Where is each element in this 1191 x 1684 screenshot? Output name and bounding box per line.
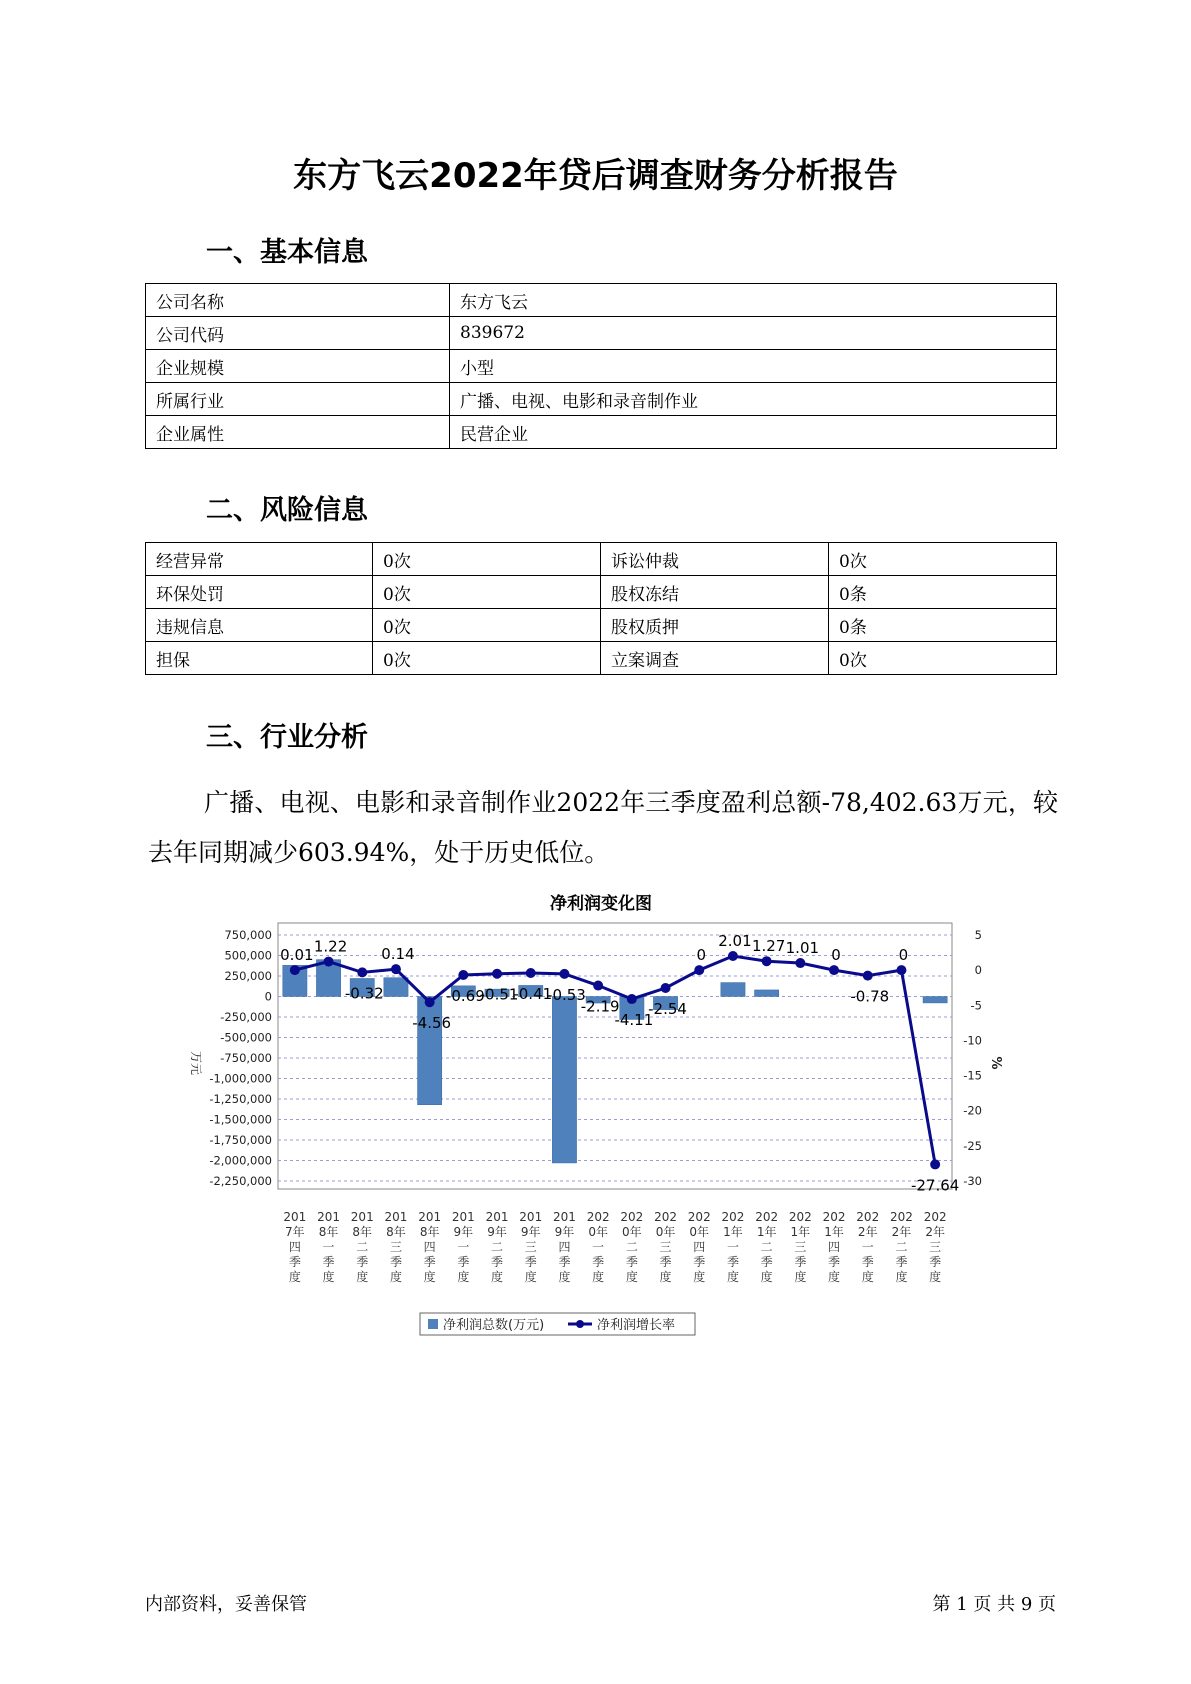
- chart-bar: [923, 997, 947, 1003]
- legend-bar-label: 净利润总数(万元): [443, 1318, 545, 1333]
- growth-rate-point: [728, 951, 738, 961]
- legend-bar-swatch: [428, 1319, 438, 1329]
- x-tick-label: 1年: [790, 1225, 811, 1239]
- x-tick-label: 度: [625, 1270, 638, 1284]
- table-cell: 小型: [450, 350, 1057, 383]
- x-tick-label: 二: [356, 1240, 369, 1254]
- page-title: 东方飞云2022年贷后调查财务分析报告: [293, 156, 898, 196]
- x-tick-label: 度: [322, 1270, 335, 1284]
- x-tick-label: 7年: [285, 1225, 305, 1239]
- x-tick-label: 季: [794, 1255, 807, 1269]
- table-cell: 0条: [829, 576, 1057, 609]
- y-left-tick-label: -1,500,000: [209, 1112, 272, 1127]
- table-cell: 0次: [373, 642, 601, 675]
- data-label: -4.56: [412, 1014, 452, 1033]
- data-label: -0.69: [445, 986, 485, 1005]
- table-cell: 0次: [373, 543, 601, 576]
- table-row: [146, 317, 1057, 350]
- data-label: -0.41: [513, 985, 553, 1004]
- x-tick-label: 一: [861, 1240, 874, 1254]
- x-tick-label: 度: [659, 1270, 672, 1284]
- x-tick-label: 202: [654, 1210, 678, 1224]
- table-row: [146, 543, 1057, 576]
- x-tick-label: 度: [524, 1270, 537, 1284]
- data-label: -4.11: [614, 1011, 654, 1030]
- x-tick-label: 一: [592, 1240, 605, 1254]
- table-cell: 环保处罚: [146, 576, 373, 609]
- data-label: -2.19: [580, 997, 620, 1016]
- y-right-tick-label: -25: [963, 1138, 982, 1153]
- x-tick-label: 季: [457, 1255, 470, 1269]
- x-tick-label: 四: [423, 1240, 436, 1254]
- x-tick-label: 度: [288, 1270, 301, 1284]
- x-tick-label: 8年: [318, 1225, 339, 1239]
- table-cell: 违规信息: [146, 609, 373, 642]
- table-cell: 股权冻结: [601, 576, 829, 609]
- x-tick-label: 202: [788, 1210, 812, 1224]
- x-tick-label: 四: [288, 1240, 301, 1254]
- growth-rate-point: [762, 956, 772, 966]
- x-tick-label: 2年: [891, 1225, 912, 1239]
- x-tick-label: 201: [519, 1210, 543, 1224]
- x-tick-label: 度: [592, 1270, 605, 1284]
- x-tick-label: 季: [861, 1255, 874, 1269]
- x-tick-label: 季: [760, 1255, 773, 1269]
- growth-rate-point: [357, 967, 367, 977]
- data-label: 1.01: [785, 939, 820, 958]
- industry-paragraph: 广播、电视、电影和录音制作业2022年三季度盈利总额-78,402.63万元，较去年同期减少603.94%，处于历史低位。: [148, 788, 1058, 867]
- table-cell: 民营企业: [450, 416, 1057, 449]
- growth-rate-point: [559, 969, 569, 979]
- section-industry-heading: 三、行业分析: [206, 722, 368, 753]
- x-tick-label: 季: [693, 1255, 706, 1269]
- x-tick-label: 度: [895, 1270, 908, 1284]
- x-tick-label: 202: [755, 1210, 779, 1224]
- x-tick-label: 202: [923, 1210, 947, 1224]
- table-row: [146, 576, 1057, 609]
- table-row: [146, 383, 1057, 416]
- data-label: -2.54: [648, 999, 687, 1018]
- y-left-tick-label: -2,000,000: [209, 1153, 272, 1168]
- table-cell: 所属行业: [146, 383, 450, 416]
- y-left-tick-label: -2,250,000: [209, 1174, 272, 1188]
- x-tick-label: 201: [350, 1210, 374, 1224]
- growth-rate-point: [863, 971, 873, 981]
- legend-line-marker: [576, 1320, 584, 1328]
- table-cell: 立案调查: [601, 642, 829, 675]
- x-tick-label: 201: [552, 1210, 576, 1224]
- x-tick-label: 0年: [622, 1225, 642, 1239]
- basic-info-table: [145, 283, 1057, 449]
- page-number: 第 1 页 共 9 页: [932, 1594, 1056, 1615]
- x-tick-label: 度: [491, 1270, 504, 1284]
- x-tick-label: 201: [283, 1210, 307, 1224]
- growth-rate-point: [829, 965, 839, 975]
- x-tick-label: 202: [856, 1210, 880, 1224]
- x-tick-label: 度: [760, 1270, 773, 1284]
- table-cell: 诉讼仲裁: [601, 543, 829, 576]
- table-cell: 0次: [829, 543, 1057, 576]
- x-tick-label: 202: [687, 1210, 711, 1224]
- table-row: [146, 416, 1057, 449]
- footer-confidential: 内部资料，妥善保管: [145, 1594, 307, 1615]
- y-right-tick-label: -30: [963, 1174, 982, 1188]
- x-tick-label: 201: [384, 1210, 408, 1224]
- x-tick-label: 9年: [554, 1225, 575, 1239]
- data-label: 0.14: [381, 945, 415, 964]
- x-tick-label: 度: [356, 1270, 369, 1284]
- y-right-tick-label: -5: [970, 998, 982, 1013]
- x-tick-label: 0年: [655, 1225, 676, 1239]
- x-tick-label: 三: [389, 1240, 402, 1254]
- table-row: [146, 609, 1057, 642]
- x-tick-label: 度: [929, 1270, 942, 1284]
- growth-rate-point: [694, 965, 704, 975]
- y-left-tick-label: 0: [264, 989, 272, 1004]
- growth-rate-point: [391, 964, 401, 974]
- x-tick-label: 季: [491, 1255, 504, 1269]
- growth-rate-point: [661, 983, 671, 993]
- y-right-tick-label: 0: [974, 963, 982, 978]
- legend-line-label: 净利润增长率: [597, 1318, 676, 1333]
- table-cell: 广播、电视、电影和录音制作业: [450, 383, 1057, 416]
- x-tick-label: 一: [322, 1240, 335, 1254]
- x-tick-label: 季: [389, 1255, 402, 1269]
- table-cell: 0次: [373, 609, 601, 642]
- x-tick-label: 二: [895, 1240, 908, 1254]
- x-tick-label: 季: [558, 1255, 571, 1269]
- table-cell: 企业属性: [146, 416, 450, 449]
- table-cell: 东方飞云: [450, 284, 1057, 317]
- x-tick-label: 季: [592, 1255, 605, 1269]
- growth-rate-point: [896, 965, 906, 975]
- x-tick-label: 1年: [824, 1225, 844, 1239]
- x-tick-label: 度: [558, 1270, 571, 1284]
- x-tick-label: 9年: [453, 1225, 474, 1239]
- growth-rate-point: [930, 1159, 940, 1169]
- x-tick-label: 度: [726, 1270, 739, 1284]
- data-label: 1.22: [313, 937, 348, 956]
- data-label: 1.27: [751, 937, 786, 956]
- growth-rate-point: [593, 981, 603, 991]
- table-cell: 股权质押: [601, 609, 829, 642]
- x-tick-label: 0年: [689, 1225, 710, 1239]
- data-label: 2.01: [718, 932, 752, 951]
- chart-bar: [384, 978, 408, 997]
- x-tick-label: 季: [356, 1255, 369, 1269]
- y-left-tick-label: -250,000: [220, 1010, 272, 1024]
- growth-rate-point: [526, 968, 536, 978]
- x-tick-label: 202: [586, 1210, 610, 1224]
- x-tick-label: 8年: [419, 1225, 440, 1239]
- section-basic-heading: 一、基本信息: [206, 237, 368, 268]
- chart-bar: [552, 997, 576, 1163]
- x-tick-label: 一: [726, 1240, 739, 1254]
- x-tick-label: 202: [889, 1210, 913, 1224]
- table-cell: 经营异常: [146, 543, 373, 576]
- x-tick-label: 8年: [352, 1225, 373, 1239]
- data-label: 0.01: [280, 946, 314, 965]
- x-tick-label: 201: [485, 1210, 509, 1224]
- growth-rate-point: [290, 965, 300, 975]
- x-tick-label: 季: [288, 1255, 301, 1269]
- data-label: 0: [696, 946, 707, 965]
- table-cell: 公司名称: [146, 284, 450, 317]
- data-label: -0.51: [479, 985, 519, 1004]
- x-tick-label: 2年: [857, 1225, 878, 1239]
- y-left-tick-label: 750,000: [224, 928, 272, 942]
- y-left-tick-label: -500,000: [220, 1030, 272, 1045]
- x-tick-label: 度: [423, 1270, 436, 1284]
- table-cell: 公司代码: [146, 317, 450, 350]
- growth-rate-point: [324, 957, 334, 967]
- plot-area: [278, 923, 952, 1189]
- x-tick-label: 四: [558, 1240, 571, 1254]
- growth-rate-point: [795, 958, 805, 968]
- x-tick-label: 201: [451, 1210, 475, 1224]
- table-row: [146, 642, 1057, 675]
- y-left-tick-label: -1,250,000: [209, 1092, 272, 1106]
- data-label: 0: [898, 946, 909, 965]
- x-tick-label: 度: [861, 1270, 874, 1284]
- growth-rate-point: [425, 997, 435, 1007]
- x-tick-label: 202: [721, 1210, 745, 1224]
- x-tick-label: 度: [693, 1270, 706, 1284]
- data-label: -27.64: [910, 1176, 960, 1195]
- x-tick-label: 1年: [756, 1225, 777, 1239]
- table-cell: 0次: [373, 576, 601, 609]
- table-cell: 839672: [450, 317, 1057, 350]
- x-tick-label: 202: [822, 1210, 846, 1224]
- y-right-tick-label: -20: [963, 1103, 982, 1118]
- table-row: [146, 284, 1057, 317]
- y-right-axis-label: %: [988, 1056, 1003, 1070]
- table-cell: 企业规模: [146, 350, 450, 383]
- x-tick-label: 季: [726, 1255, 739, 1269]
- x-tick-label: 201: [418, 1210, 442, 1224]
- data-label: -0.32: [344, 984, 384, 1003]
- x-tick-label: 季: [929, 1255, 942, 1269]
- risk-info-table: [145, 542, 1057, 675]
- x-tick-label: 度: [457, 1270, 470, 1284]
- x-tick-label: 9年: [487, 1225, 507, 1239]
- x-tick-label: 四: [693, 1240, 706, 1254]
- x-tick-label: 二: [625, 1240, 638, 1254]
- growth-rate-point: [458, 970, 468, 980]
- y-left-tick-label: -750,000: [220, 1051, 272, 1065]
- chart-bar: [418, 997, 442, 1105]
- x-tick-label: 三: [929, 1240, 942, 1254]
- y-left-tick-label: -1,000,000: [209, 1071, 272, 1086]
- chart-title: 净利润变化图: [550, 894, 652, 914]
- x-tick-label: 二: [491, 1240, 504, 1254]
- x-tick-label: 季: [524, 1255, 537, 1269]
- table-cell: 0次: [829, 642, 1057, 675]
- section-risk-heading: 二、风险信息: [206, 495, 368, 526]
- data-label: -0.53: [547, 985, 586, 1004]
- x-tick-label: 四: [828, 1240, 841, 1254]
- x-tick-label: 0年: [588, 1225, 608, 1239]
- x-tick-label: 季: [895, 1255, 908, 1269]
- y-left-axis-label: 万元: [189, 1050, 203, 1076]
- x-tick-label: 季: [322, 1255, 335, 1269]
- data-label: 0: [831, 946, 841, 965]
- chart-bar: [755, 990, 779, 997]
- x-tick-label: 9年: [520, 1225, 541, 1239]
- y-left-tick-label: 500,000: [224, 948, 272, 963]
- y-right-tick-label: 5: [974, 928, 982, 942]
- x-tick-label: 2年: [925, 1225, 945, 1239]
- x-tick-label: 三: [794, 1240, 807, 1254]
- x-tick-label: 201: [317, 1210, 341, 1224]
- table-cell: 担保: [146, 642, 373, 675]
- net-profit-chart: [180, 885, 1003, 1350]
- x-tick-label: 度: [794, 1270, 807, 1284]
- x-tick-label: 202: [620, 1210, 644, 1224]
- table-cell: 0条: [829, 609, 1057, 642]
- data-label: -0.78: [850, 987, 890, 1006]
- x-tick-label: 1年: [723, 1225, 743, 1239]
- x-tick-label: 季: [423, 1255, 436, 1269]
- y-right-tick-label: -15: [963, 1068, 982, 1083]
- y-right-tick-label: -10: [963, 1033, 982, 1048]
- x-tick-label: 季: [828, 1255, 841, 1269]
- growth-rate-point: [627, 994, 637, 1004]
- x-tick-label: 度: [389, 1270, 402, 1284]
- y-left-tick-label: 250,000: [224, 969, 272, 983]
- growth-rate-point: [492, 969, 502, 979]
- x-tick-label: 季: [659, 1255, 672, 1269]
- table-row: [146, 350, 1057, 383]
- x-tick-label: 季: [625, 1255, 638, 1269]
- x-tick-label: 三: [659, 1240, 672, 1254]
- x-tick-label: 度: [828, 1270, 841, 1284]
- x-tick-label: 三: [524, 1240, 537, 1254]
- y-left-tick-label: -1,750,000: [209, 1133, 272, 1147]
- x-tick-label: 一: [457, 1240, 470, 1254]
- x-tick-label: 二: [760, 1240, 773, 1254]
- chart-bar: [721, 983, 745, 997]
- x-tick-label: 8年: [386, 1225, 406, 1239]
